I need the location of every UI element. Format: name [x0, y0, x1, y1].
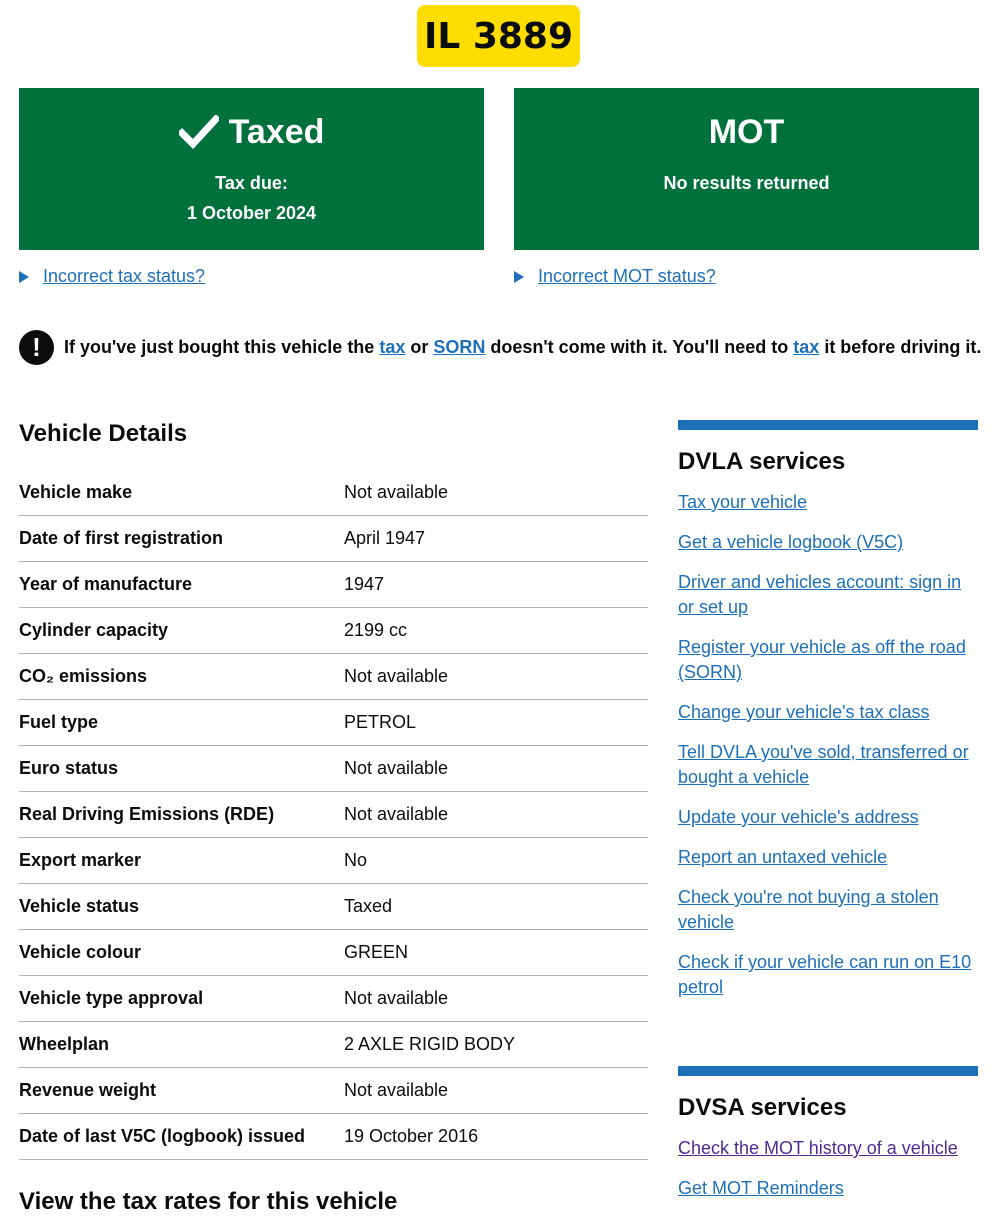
dvsa-services-title: DVSA services: [678, 1094, 847, 1121]
dvla-link[interactable]: Tax your vehicle: [678, 492, 808, 512]
table-row: CO₂ emissions Not available: [19, 654, 648, 700]
tax-status-panel: [19, 88, 484, 250]
dvla-link[interactable]: Driver and vehicles account: sign in or set up: [678, 572, 962, 617]
section-divider: [678, 420, 978, 430]
table-row: Year of manufacture 1947: [19, 562, 648, 608]
dvla-link[interactable]: Register your vehicle as off the road (SORN): [678, 637, 966, 682]
dvla-link[interactable]: Tell DVLA you've sold, transferred or bought a vehicle: [678, 742, 969, 787]
dvla-link[interactable]: Report an untaxed vehicle: [678, 847, 888, 867]
tax-status-heading: [19, 110, 484, 154]
table-row: Vehicle status Taxed: [19, 884, 648, 930]
table-row: Cylinder capacity 2199 cc: [19, 608, 648, 654]
tax-link[interactable]: tax: [379, 337, 406, 357]
dvsa-services: [678, 1066, 978, 1216]
dvla-services: [678, 420, 978, 1015]
dvla-link[interactable]: Change your vehicle's tax class: [678, 702, 930, 722]
mot-status-panel: [514, 88, 979, 250]
table-row: Revenue weight Not available: [19, 1068, 648, 1114]
table-row: Wheelplan 2 AXLE RIGID BODY: [19, 1022, 648, 1068]
view-tax-rates-heading: View the tax rates for this vehicle: [19, 1188, 398, 1215]
number-plate: IL 3889: [417, 5, 580, 67]
table-row: Fuel type PETROL: [19, 700, 648, 746]
warning-icon: !: [19, 330, 54, 365]
dvla-link[interactable]: Update your vehicle's address: [678, 807, 919, 827]
expand-triangle-icon: [514, 271, 524, 283]
mot-heading: MOT: [708, 112, 785, 151]
incorrect-tax-status-link[interactable]: Incorrect tax status?: [19, 266, 205, 287]
incorrect-mot-status-link[interactable]: Incorrect MOT status?: [514, 266, 716, 287]
table-row: Vehicle make Not available: [19, 470, 648, 516]
warning-notice: [19, 330, 981, 365]
table-row: Vehicle type approval Not available: [19, 976, 648, 1022]
table-row: Export marker No: [19, 838, 648, 884]
dvla-link[interactable]: Check you're not buying a stolen vehicle: [678, 887, 939, 932]
section-divider: [678, 1066, 978, 1076]
warning-message: If you've just bought this vehicle the tax or SORN doesn't come with it. You'll need to tax it before driving it.: [64, 337, 982, 357]
expand-triangle-icon: [19, 271, 29, 283]
vehicle-details-table: [19, 470, 648, 1160]
table-row: Date of last V5C (logbook) issued 19 October 2016: [19, 1114, 648, 1160]
table-row: Real Driving Emissions (RDE) Not available: [19, 792, 648, 838]
mot-message: No results returned: [663, 173, 830, 193]
table-row: Vehicle colour GREEN: [19, 930, 648, 976]
vehicle-details-title: Vehicle Details: [19, 420, 188, 447]
tax-due-date: 1 October 2024: [186, 203, 317, 223]
dvsa-link[interactable]: Get MOT Reminders: [678, 1178, 844, 1198]
dvla-services-title: DVLA services: [678, 448, 846, 475]
dvsa-link[interactable]: Check the MOT history of a vehicle: [678, 1138, 958, 1158]
dvla-link[interactable]: Get a vehicle logbook (V5C): [678, 532, 904, 552]
tax-due-label: Tax due:: [215, 173, 288, 193]
check-icon: [179, 115, 219, 149]
table-row: Euro status Not available: [19, 746, 648, 792]
table-row: Date of first registration April 1947: [19, 516, 648, 562]
dvla-link[interactable]: Check if your vehicle can run on E10 petrol: [678, 952, 972, 997]
sorn-link[interactable]: SORN: [433, 337, 486, 357]
tax-link-2[interactable]: tax: [793, 337, 820, 357]
tax-status-text: Taxed: [228, 112, 325, 151]
